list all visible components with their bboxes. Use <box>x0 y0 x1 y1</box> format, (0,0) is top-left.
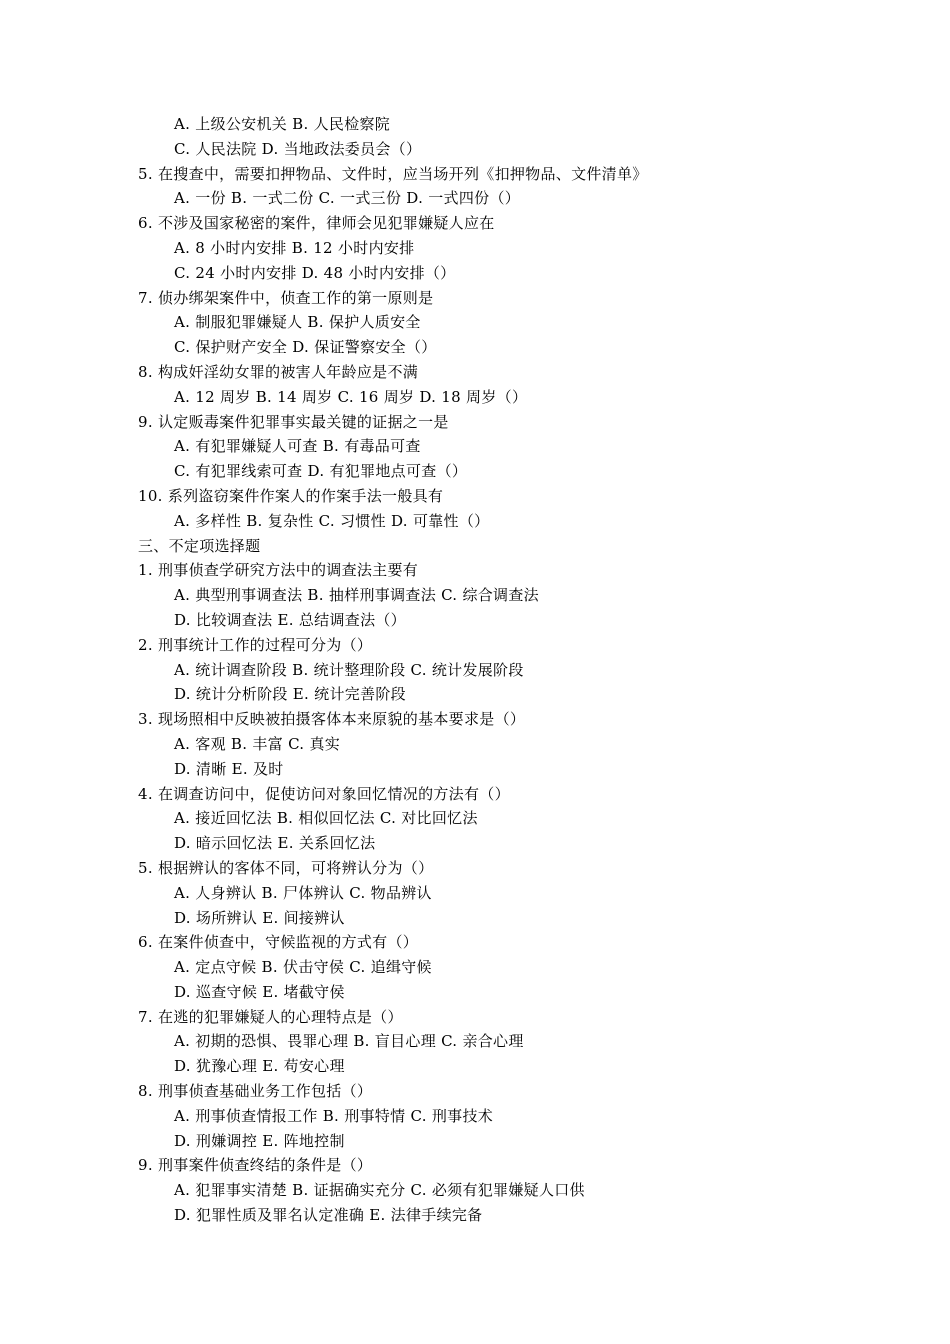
option-line: D. 比较调查法 E. 总结调查法（） <box>174 610 406 629</box>
question-line: 7. 侦办绑架案件中，侦查工作的第一原则是 <box>138 288 434 307</box>
option-line: A. 统计调查阶段 B. 统计整理阶段 C. 统计发展阶段 <box>174 660 524 679</box>
question-line: 6. 不涉及国家秘密的案件，律师会见犯罪嫌疑人应在 <box>138 214 495 233</box>
option-line: A. 定点守候 B. 伏击守侯 C. 追缉守候 <box>174 958 432 977</box>
option-line: A. 8 小时内安排 B. 12 小时内安排 <box>174 238 415 257</box>
question-line: 4. 在调查访问中，促使访问对象回忆情况的方法有（） <box>138 784 510 803</box>
option-line: A. 人身辨认 B. 尸体辨认 C. 物品辨认 <box>174 883 432 902</box>
option-line: D. 场所辨认 E. 间接辨认 <box>174 908 345 927</box>
question-line: 3. 现场照相中反映被拍摄客体本来原貌的基本要求是（） <box>138 710 526 729</box>
question-line: 1. 刑事侦查学研究方法中的调查法主要有 <box>138 561 419 580</box>
option-line: A. 典型刑事调查法 B. 抽样刑事调查法 C. 综合调查法 <box>174 586 539 605</box>
option-line: D. 犹豫心理 E. 苟安心理 <box>174 1057 345 1076</box>
option-line: D. 刑嫌调控 E. 阵地控制 <box>174 1131 345 1150</box>
option-line: A. 犯罪事实清楚 B. 证据确实充分 C. 必须有犯罪嫌疑人口供 <box>174 1181 585 1200</box>
option-line: D. 统计分析阶段 E. 统计完善阶段 <box>174 685 406 704</box>
option-line: D. 犯罪性质及罪名认定准确 E. 法律手续完备 <box>174 1206 483 1225</box>
question-line: 9. 认定贩毒案件犯罪事实最关键的证据之一是 <box>138 412 449 431</box>
option-line: C. 人民法院 D. 当地政法委员会（） <box>174 139 422 158</box>
option-line: D. 暗示回忆法 E. 关系回忆法 <box>174 834 376 853</box>
option-line: A. 初期的恐惧、畏罪心理 B. 盲目心理 C. 亲合心理 <box>174 1032 524 1051</box>
option-line: A. 有犯罪嫌疑人可查 B. 有毒品可查 <box>174 437 421 456</box>
question-line: 5. 根据辨认的客体不同，可将辨认分为（） <box>138 858 434 877</box>
question-line: 8. 刑事侦查基础业务工作包括（） <box>138 1082 373 1101</box>
option-line: A. 12 周岁 B. 14 周岁 C. 16 周岁 D. 18 周岁（） <box>174 387 528 406</box>
option-line: C. 保护财产安全 D. 保证警察安全（） <box>174 338 437 357</box>
option-line: C. 有犯罪线索可查 D. 有犯罪地点可查（） <box>174 462 468 481</box>
option-line: A. 一份 B. 一式二份 C. 一式三份 D. 一式四份（） <box>174 189 521 208</box>
question-line: 5. 在搜查中，需要扣押物品、文件时，应当场开列《扣押物品、文件清单》 <box>138 164 648 183</box>
option-line: C. 24 小时内安排 D. 48 小时内安排（） <box>174 263 456 282</box>
question-line: 7. 在逃的犯罪嫌疑人的心理特点是（） <box>138 1007 403 1026</box>
question-line: 9. 刑事案件侦查终结的条件是（） <box>138 1156 373 1175</box>
question-line: 6. 在案件侦查中，守候监视的方式有（） <box>138 933 419 952</box>
option-line: D. 巡查守候 E. 堵截守侯 <box>174 982 345 1001</box>
question-line: 8. 构成奸淫幼女罪的被害人年龄应是不满 <box>138 362 419 381</box>
option-line: A. 接近回忆法 B. 相似回忆法 C. 对比回忆法 <box>174 809 478 828</box>
section-heading: 三、不定项选择题 <box>138 536 261 555</box>
option-line: A. 制服犯罪嫌疑人 B. 保护人质安全 <box>174 313 421 332</box>
option-line: A. 多样性 B. 复杂性 C. 习惯性 D. 可靠性（） <box>174 511 490 530</box>
question-line: 2. 刑事统计工作的过程可分为（） <box>138 635 373 654</box>
option-line: A. 客观 B. 丰富 C. 真实 <box>174 734 341 753</box>
option-line: D. 清晰 E. 及时 <box>174 759 284 778</box>
question-line: 10. 系列盗窃案件作案人的作案手法一般具有 <box>138 486 444 505</box>
option-line: A. 上级公安机关 B. 人民检察院 <box>174 115 391 133</box>
option-line: A. 刑事侦查情报工作 B. 刑事特情 C. 刑事技术 <box>174 1106 494 1125</box>
document-page <box>0 112 950 1228</box>
